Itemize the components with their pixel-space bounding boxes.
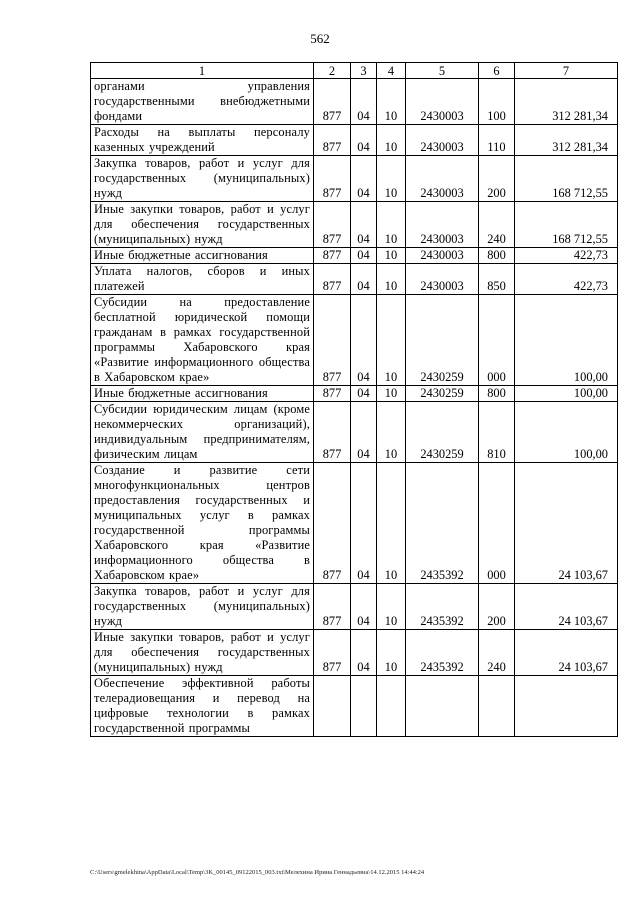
cell-section: 04 [351,402,377,463]
cell-amount: 24 103,67 [515,584,618,630]
row-name: Иные бюджетные ассигнования [91,386,314,402]
cell-admin-code [314,676,351,737]
table-row [91,463,618,584]
cell-expense-type: 200 [479,584,515,630]
row-name: Расходы на выплаты персоналу казенных учреждений [91,125,314,156]
cell-expense-type: 240 [479,202,515,248]
cell-amount: 100,00 [515,295,618,386]
table-row [91,156,618,202]
cell-target-article: 2435392 [406,630,479,676]
cell-admin-code: 877 [314,264,351,295]
table-row [91,584,618,630]
cell-amount: 24 103,67 [515,630,618,676]
cell-subsection: 10 [377,463,406,584]
cell-target-article: 2430259 [406,386,479,402]
row-name: Иные закупки товаров, работ и услуг для обеспечения государственных (муниципальных) нужд [91,630,314,676]
cell-subsection: 10 [377,386,406,402]
cell-section: 04 [351,248,377,264]
cell-target-article: 2430003 [406,248,479,264]
cell-subsection: 10 [377,79,406,125]
cell-expense-type: 240 [479,630,515,676]
cell-subsection: 10 [377,402,406,463]
cell-subsection: 10 [377,264,406,295]
cell-section: 04 [351,584,377,630]
cell-expense-type: 800 [479,248,515,264]
cell-amount: 100,00 [515,386,618,402]
cell-admin-code: 877 [314,202,351,248]
cell-section: 04 [351,79,377,125]
cell-subsection: 10 [377,125,406,156]
cell-section: 04 [351,156,377,202]
cell-expense-type: 110 [479,125,515,156]
cell-amount: 422,73 [515,248,618,264]
column-header: 4 [377,63,406,79]
row-name: Закупка товаров, работ и услуг для государственных (муниципальных) нужд [91,156,314,202]
row-name: Иные закупки товаров, работ и услуг для обеспечения государственных (муниципальных) нужд [91,202,314,248]
cell-section: 04 [351,264,377,295]
column-header: 1 [91,63,314,79]
cell-amount: 100,00 [515,402,618,463]
cell-admin-code: 877 [314,402,351,463]
cell-target-article: 2430259 [406,295,479,386]
cell-target-article: 2430003 [406,79,479,125]
table-row [91,264,618,295]
cell-admin-code: 877 [314,248,351,264]
cell-target-article: 2430003 [406,264,479,295]
cell-amount: 168 712,55 [515,156,618,202]
cell-target-article: 2430259 [406,402,479,463]
cell-target-article: 2430003 [406,125,479,156]
column-header: 3 [351,63,377,79]
cell-target-article: 2435392 [406,584,479,630]
cell-admin-code: 877 [314,584,351,630]
table-row [91,630,618,676]
table-row [91,386,618,402]
cell-expense-type: 800 [479,386,515,402]
cell-target-article [406,676,479,737]
cell-admin-code: 877 [314,156,351,202]
table-row [91,248,618,264]
cell-section: 04 [351,386,377,402]
cell-admin-code: 877 [314,79,351,125]
cell-admin-code: 877 [314,295,351,386]
cell-expense-type: 850 [479,264,515,295]
cell-section: 04 [351,125,377,156]
file-path-footer: C:\Users\gmelekhina\AppData\Local\Temp\3K_00145_09122015_003.txt\Мелехина Ирина Геннадьевна\14.12.2015 14:44:24 [90,869,425,876]
column-header: 6 [479,63,515,79]
row-name: Уплата налогов, сборов и иных платежей [91,264,314,295]
row-name: органами управления государственными внебюджетными фондами [91,79,314,125]
cell-amount [515,676,618,737]
cell-expense-type: 200 [479,156,515,202]
table-row [91,79,618,125]
cell-expense-type: 100 [479,79,515,125]
cell-section: 04 [351,295,377,386]
cell-subsection: 10 [377,584,406,630]
cell-amount: 312 281,34 [515,125,618,156]
cell-admin-code: 877 [314,463,351,584]
cell-expense-type: 000 [479,463,515,584]
table-row [91,125,618,156]
cell-subsection: 10 [377,202,406,248]
cell-admin-code: 877 [314,386,351,402]
cell-section [351,676,377,737]
row-name: Закупка товаров, работ и услуг для государственных (муниципальных) нужд [91,584,314,630]
budget-table [90,62,618,737]
cell-amount: 312 281,34 [515,79,618,125]
row-name: Иные бюджетные ассигнования [91,248,314,264]
row-name: Субсидии юридическим лицам (кроме некоммерческих организаций), индивидуальным предпринимателям, физическим лицам [91,402,314,463]
cell-target-article: 2430003 [406,202,479,248]
table-row [91,202,618,248]
column-header: 5 [406,63,479,79]
row-name: Создание и развитие сети многофункциональных центров предоставления государственных и муниципальных услуг в рамках государственной программы Хабаровского края «Развитие информационного общества в Хабаровском крае» [91,463,314,584]
cell-expense-type: 000 [479,295,515,386]
row-name: Субсидии на предоставление бесплатной юридической помощи гражданам в рамках государственной программы Хабаровского края «Развитие информационного общества в Хабаровском крае» [91,295,314,386]
cell-section: 04 [351,202,377,248]
cell-subsection: 10 [377,295,406,386]
table-row [91,295,618,386]
column-header: 7 [515,63,618,79]
cell-expense-type: 810 [479,402,515,463]
cell-amount: 422,73 [515,264,618,295]
table-header-row [91,63,618,79]
cell-subsection: 10 [377,630,406,676]
cell-subsection [377,676,406,737]
cell-subsection: 10 [377,156,406,202]
cell-subsection: 10 [377,248,406,264]
cell-admin-code: 877 [314,630,351,676]
table-row [91,402,618,463]
cell-section: 04 [351,630,377,676]
cell-target-article: 2430003 [406,156,479,202]
cell-admin-code: 877 [314,125,351,156]
cell-target-article: 2435392 [406,463,479,584]
table-row [91,676,618,737]
row-name: Обеспечение эффективной работы телерадиовещания и перевод на цифровые технологии в рамках государственной программы [91,676,314,737]
cell-section: 04 [351,463,377,584]
cell-amount: 168 712,55 [515,202,618,248]
cell-expense-type [479,676,515,737]
column-header: 2 [314,63,351,79]
cell-amount: 24 103,67 [515,463,618,584]
page-number: 562 [310,31,330,46]
